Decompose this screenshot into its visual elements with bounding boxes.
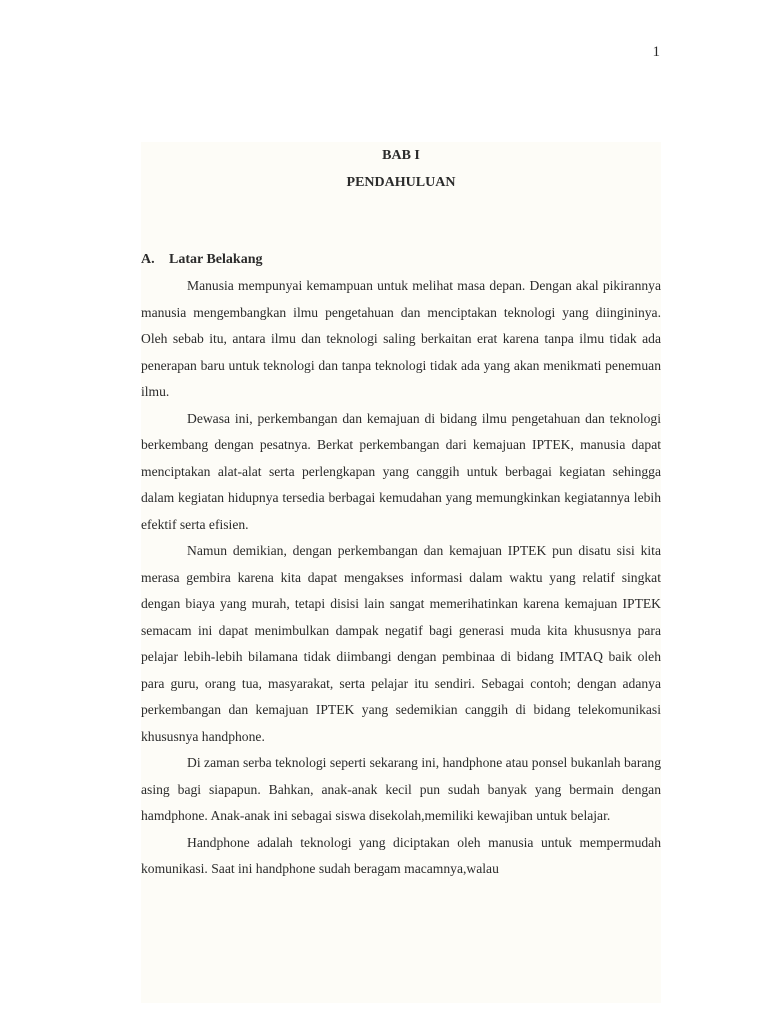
page-number: 1 <box>652 44 660 60</box>
paragraph-3: Namun demikian, dengan perkembangan dan kemajuan IPTEK pun disatu sisi kita merasa gembira karena kita dapat mengakses informasi dalam waktu yang relatif singkat dengan biaya yang murah, tetapi disisi lain sangat memerihatinkan karena kemajuan IPTEK semacam ini dapat menimbulkan dampak negatif bagi generasi muda kita khususnya para pelajar lebih-lebih bilamana tidak diimbangi dengan pembinaa di bidang IMTAQ baik oleh para guru, orang tua, masyarakat, serta pelajar itu sendiri. Sebagai contoh; dengan adanya perkembangan dan kemajuan IPTEK yang sedemikian canggih di bidang telekomunikasi khususnya handphone. <box>141 543 661 744</box>
paragraph-4: Di zaman serba teknologi seperti sekarang ini, handphone atau ponsel bukanlah barang asing bagi siapapun. Bahkan, anak-anak kecil pun sudah banyak yang bermain dengan hamdphone. Anak-anak ini sebagai siswa disekolah,memiliki kewajiban untuk belajar. <box>141 755 661 823</box>
paragraph-2: Dewasa ini, perkembangan dan kemajuan di bidang ilmu pengetahuan dan teknologi berkembang dengan pesatnya. Berkat perkembangan dari kemajuan IPTEK, manusia dapat menciptakan alat-alat serta perlengkapan yang canggih untuk berbagai kegiatan sehingga dalam kegiatan hidupnya tersedia berbagai kemudahan yang memungkinkan kegiatannya lebih efektif serta efisien. <box>141 410 661 532</box>
paragraph-1: Manusia mempunyai kemampuan untuk melihat masa depan. Dengan akal pikirannya manusia mengembangkan ilmu pengetahuan dan menciptakan teknologi yang diingininya. Oleh sebab itu, antara ilmu dan teknologi saling berkaitan erat karena tanpa ilmu tidak ada penerapan baru untuk teknologi dan tanpa teknologi tidak ada yang akan menikmati penemuan ilmu. <box>141 278 661 399</box>
section-letter: A. <box>141 252 155 267</box>
chapter-number: BAB I <box>382 148 420 163</box>
document-body <box>141 142 661 1003</box>
paragraph-5: Handphone adalah teknologi yang diciptakan oleh manusia untuk mempermudah komunikasi. Saat ini handphone sudah beragam macamnya,walau <box>141 834 661 876</box>
chapter-title: PENDAHULUAN <box>346 175 456 190</box>
section-title: Latar Belakang <box>169 252 263 267</box>
section-heading <box>141 246 661 273</box>
